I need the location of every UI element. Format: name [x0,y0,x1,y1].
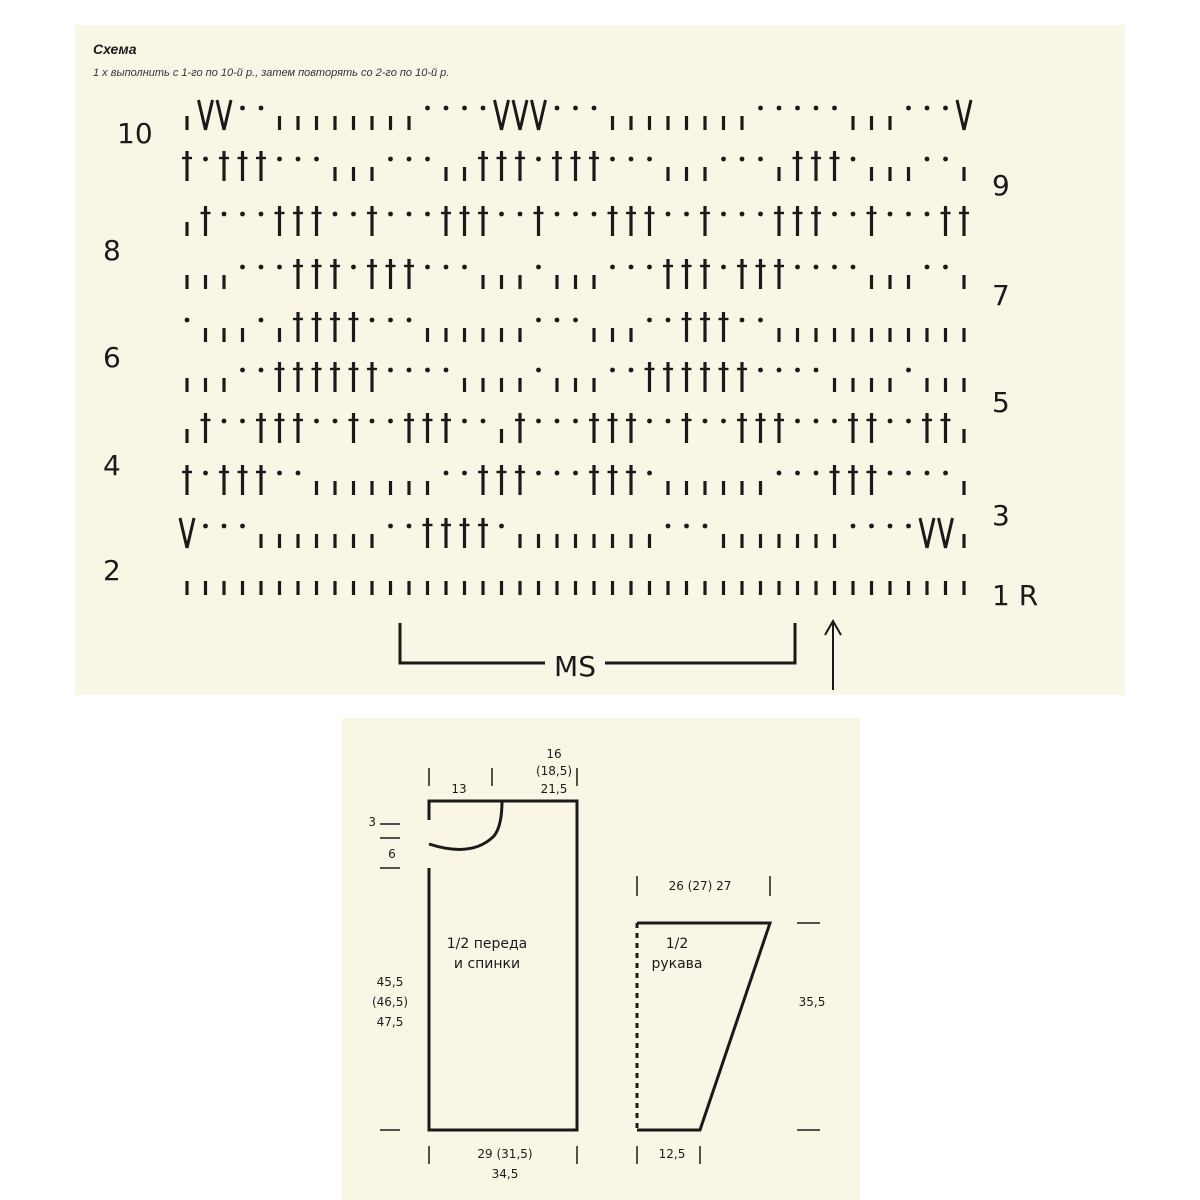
body-bottom-width-large: 34,5 [491,1167,519,1181]
body-height-large: 47,5 [376,1015,404,1029]
body-top-width-large: 21,5 [540,782,568,796]
body-label-1: 1/2 переда [446,936,528,952]
neckline-curve [429,801,502,849]
sleeve-bottom-width: 12,5 [658,1147,686,1161]
repeat-bracket [400,623,795,663]
neck-depth-bottom: 6 [388,847,396,861]
body-height: 45,5 [376,975,404,989]
sleeve-outline [637,923,770,1130]
sleeve-height: 35,5 [798,995,826,1009]
row-label-5: 5 [992,386,1010,419]
body-top-width: 16 [546,747,562,761]
row-label-4: 4 [103,449,121,482]
sleeve-label-1: 1/2 [665,936,689,952]
body-bottom-width: 29 (31,5) [477,1147,533,1161]
schematic-panel [342,718,860,1200]
row-label-10: 10 [117,117,153,150]
chart-title: Схема [93,41,137,57]
garment-schematic [342,718,860,1200]
stitch-symbols [180,100,971,595]
row-label-7: 7 [992,279,1010,312]
body-label-2: и спинки [453,956,521,972]
body-top-width-mid: (18,5) [535,764,573,778]
row-label-9: 9 [992,169,1010,202]
neck-width: 13 [451,782,467,796]
row-label-1r: 1 R [992,579,1039,612]
crochet-symbol-grid [75,25,1125,695]
sleeve-label-2: рукава [651,956,703,972]
sleeve-top-width: 26 (27) 27 [668,879,732,893]
row-label-3: 3 [992,499,1010,532]
row-label-6: 6 [103,341,121,374]
body-height-mid: (46,5) [371,995,409,1009]
repeat-label: MS [554,650,596,683]
row-label-8: 8 [103,234,121,267]
row-label-2: 2 [103,554,121,587]
neck-depth-top: 3 [368,815,376,829]
crochet-chart-panel [75,25,1125,695]
chart-instruction: 1 х выполнить с 1-го по 10-й р., затем повторять со 2-го по 10-й р. [93,67,450,79]
